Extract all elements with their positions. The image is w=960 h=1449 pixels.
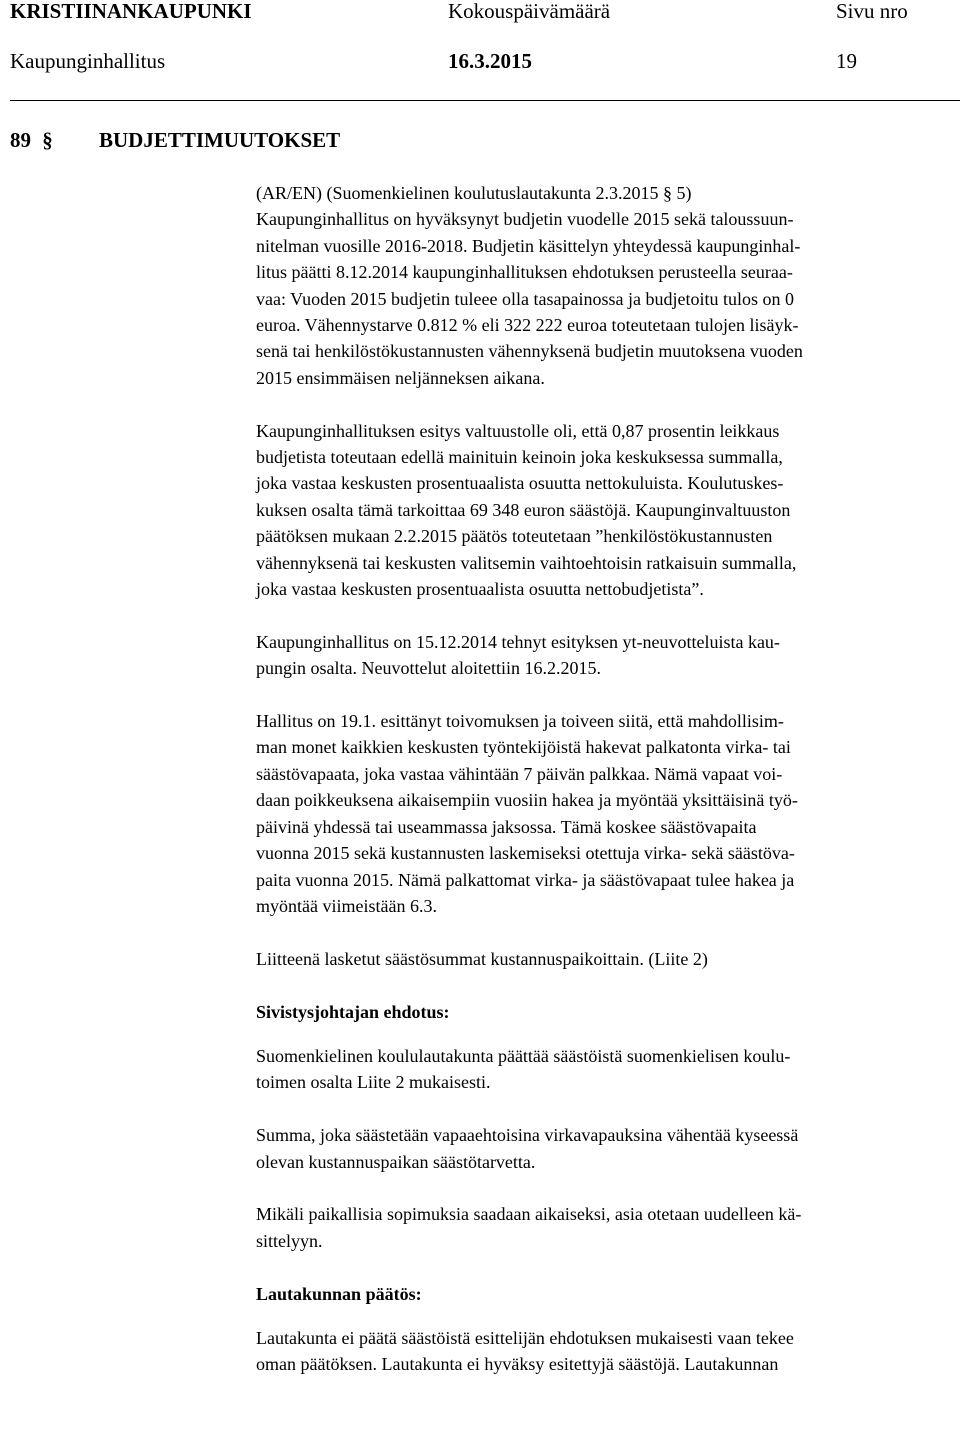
text-line: nitelman vuosille 2016-2018. Budjetin käsittelyn yhteydessä kaupunginhal- xyxy=(256,235,801,256)
section-title: BUDJETTIMUUTOKSET xyxy=(99,128,341,152)
text-line: kuksen osalta tämä tarkoittaa 69 348 euron säästöjä. Kaupunginvaltuuston xyxy=(256,499,791,520)
text-line: senä tai henkilöstökustannusten vähennyksenä budjetin muutoksena vuoden xyxy=(256,341,803,362)
text-line: joka vastaa keskusten prosentuaalista osuutta nettokuluista. Koulutuskes- xyxy=(256,473,784,494)
text-line: toimen osalta Liite 2 mukaisesti. xyxy=(256,1072,491,1093)
text-line: sittelyyn. xyxy=(256,1230,323,1251)
text-line: päätöksen mukaan 2.2.2015 päätös toteutetaan ”henkilöstökustannusten xyxy=(256,526,773,547)
body-name: Kaupunginhallitus xyxy=(10,49,166,73)
text-line: daan poikkeuksena aikaisempiin vuosiin hakea ja myöntää yksittäisinä työ- xyxy=(256,790,798,811)
text-line: Kaupunginhallitus on 15.12.2014 tehnyt esityksen yt-neuvotteluista kau- xyxy=(256,631,780,652)
text-line: Hallitus on 19.1. esittänyt toivomuksen ja toiveen siitä, että mahdollisim- xyxy=(256,711,784,732)
decision-paragraph xyxy=(256,1325,960,1378)
organization-name: KRISTIINANKAUPUNKI xyxy=(10,0,252,23)
text-line: myöntää viimeistään 6.3. xyxy=(256,895,437,916)
proposal-paragraph xyxy=(256,1043,960,1096)
text-line: olevan kustannuspaikan säästötarvetta. xyxy=(256,1151,536,1172)
text-line: Suomenkielinen koululautakunta päättää säästöistä suomenkielisen koulu- xyxy=(256,1045,791,1066)
proposal-paragraph xyxy=(256,1201,960,1254)
paragraph-attachment xyxy=(256,946,960,972)
header-divider xyxy=(10,100,960,101)
text-line: 2015 ensimmäisen neljänneksen aikana. xyxy=(256,367,545,388)
page-number: 19 xyxy=(836,49,857,73)
document-body xyxy=(256,180,960,1404)
paragraph-unpaid-leave xyxy=(256,708,960,919)
section-number-value: 89 xyxy=(10,128,31,152)
paragraph-council-proposal xyxy=(256,418,960,603)
decision-heading: Lautakunnan päätös: xyxy=(256,1283,422,1304)
text-line: Kaupunginhallitus on hyväksynyt budjetin vuodelle 2015 sekä taloussuun- xyxy=(256,209,794,230)
text-line: litus päätti 8.12.2014 kaupunginhallituksen ehdotuksen perusteella seuraa- xyxy=(256,262,793,283)
proposal-heading: Sivistysjohtajan ehdotus: xyxy=(256,1001,450,1022)
meeting-date: 16.3.2015 xyxy=(448,49,532,73)
paragraph-background xyxy=(256,180,960,391)
section-number xyxy=(10,128,53,152)
text-line: päivinä yhdessä tai useammassa jaksossa. Tämä koskee säästövapaita xyxy=(256,816,757,837)
text-line: vuonna 2015 sekä kustannusten laskemiseksi otettuja virka- sekä säästöva- xyxy=(256,843,795,864)
text-line: vaa: Vuoden 2015 budjetin tuleee olla tasapainossa ja budjetoitu tulos on 0 xyxy=(256,288,794,309)
text-line: vähennyksenä tai keskusten valitsemin vaihtoehtoisin ratkaisuin summalla, xyxy=(256,552,797,573)
text-line: säästövapaata, joka vastaa vähintään 7 päivän palkkaa. Nämä vapaat voi- xyxy=(256,763,783,784)
text-line: man monet kaikkien keskusten työntekijöistä hakevat palkatonta virka- tai xyxy=(256,737,791,758)
text-line: paita vuonna 2015. Nämä palkattomat virka- ja säästövapaat tulee hakea ja xyxy=(256,869,795,890)
text-line: budjetista toteutaan edellä mainituin keinoin joka keskuksessa summalla, xyxy=(256,447,783,468)
meeting-date-label: Kokouspäivämäärä xyxy=(448,0,611,23)
section-sign-icon: § xyxy=(42,128,53,152)
text-line: Lautakunta ei päätä säästöistä esittelijän ehdotuksen mukaisesti vaan tekee xyxy=(256,1327,794,1348)
text-line: euroa. Vähennystarve 0.812 % eli 322 222 euroa toteutetaan tulojen lisäyk- xyxy=(256,315,799,336)
page-number-label: Sivu nro xyxy=(836,0,908,23)
text-line: (AR/EN) (Suomenkielinen koulutuslautakunta 2.3.2015 § 5) xyxy=(256,183,692,203)
proposal-paragraph xyxy=(256,1122,960,1175)
text-line: Mikäli paikallisia sopimuksia saadaan aikaiseksi, asia otetaan uudelleen kä- xyxy=(256,1204,802,1225)
text-line: Liitteenä lasketut säästösummat kustannuspaikoittain. (Liite 2) xyxy=(256,948,708,969)
text-line: Kaupunginhallituksen esitys valtuustolle oli, että 0,87 prosentin leikkaus xyxy=(256,420,780,441)
text-line: joka vastaa keskusten prosentuaalista osuutta nettobudjetista”. xyxy=(256,579,704,600)
paragraph-negotiations xyxy=(256,629,960,682)
text-line: Summa, joka säästetään vapaaehtoisina virkavapauksina vähentää kyseessä xyxy=(256,1125,799,1146)
text-line: pungin osalta. Neuvottelut aloitettiin 16.2.2015. xyxy=(256,658,601,679)
text-line: oman päätöksen. Lautakunta ei hyväksy esitettyjä säästöjä. Lautakunnan xyxy=(256,1354,779,1375)
